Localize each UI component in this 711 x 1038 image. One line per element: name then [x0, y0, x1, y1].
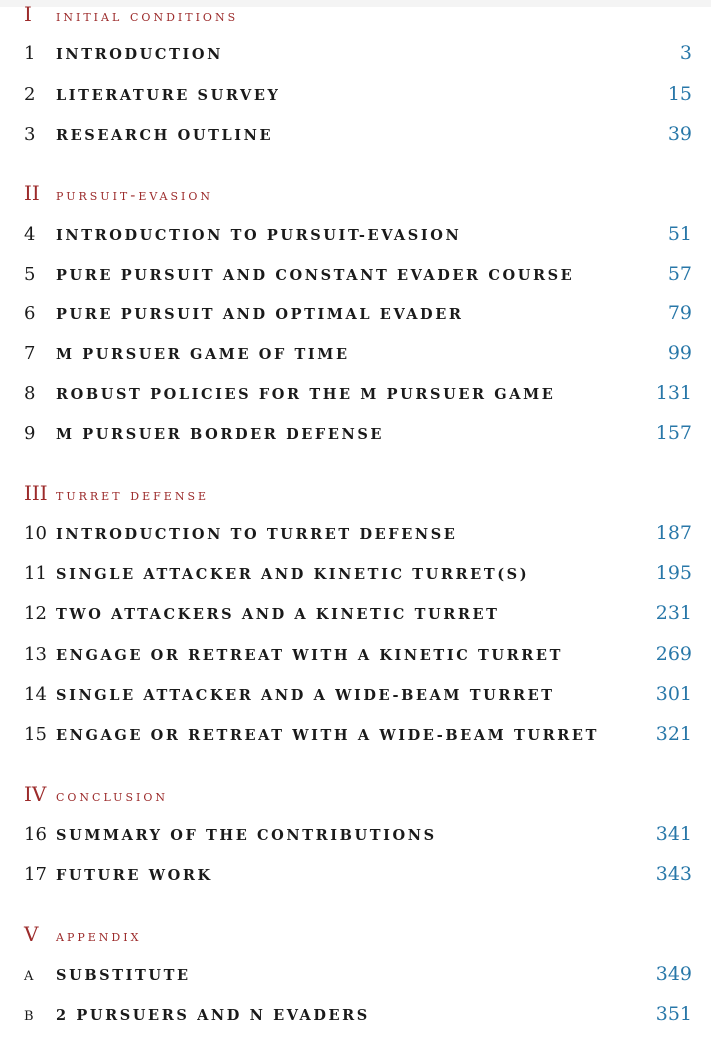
toc-entry[interactable]: [24, 823, 692, 853]
chapter-title: TWO ATTACKERS AND A KINETIC TURRET: [56, 606, 500, 623]
page-number: 3: [679, 42, 692, 64]
chapter-title: SINGLE ATTACKER AND KINETIC TURRET(S): [56, 566, 530, 583]
chapter-title: M PURSUER BORDER DEFENSE: [56, 426, 385, 443]
part-heading: [24, 2, 238, 32]
chapter-number: 6: [24, 303, 36, 324]
chapter-title: PURE PURSUIT AND OPTIMAL EVADER: [56, 306, 464, 323]
page-number: 195: [655, 562, 692, 584]
toc-entry[interactable]: [24, 963, 692, 993]
chapter-title: 2 PURSUERS AND N EVADERS: [56, 1007, 370, 1024]
toc-entry[interactable]: [24, 562, 692, 592]
toc-entry[interactable]: [24, 1003, 692, 1033]
part-heading: [24, 481, 209, 511]
page-number: 341: [655, 823, 692, 845]
chapter-title: INTRODUCTION TO TURRET DEFENSE: [56, 526, 458, 543]
page-number: 79: [667, 302, 692, 324]
page-number: 99: [667, 342, 692, 364]
chapter-title: ROBUST POLICIES FOR THE M PURSUER GAME: [56, 386, 556, 403]
chapter-number: 7: [24, 343, 36, 364]
chapter-number: 15: [24, 724, 47, 745]
chapter-number: 5: [24, 264, 36, 285]
toc-entry[interactable]: [24, 263, 692, 293]
chapter-title: INTRODUCTION: [56, 46, 223, 63]
part-title: appendix: [56, 927, 142, 945]
toc-entry[interactable]: [24, 83, 692, 113]
page-number: 231: [655, 602, 692, 624]
page-number: 351: [655, 1003, 692, 1025]
page-number: 301: [655, 683, 692, 705]
toc-entry[interactable]: [24, 302, 692, 332]
chapter-number: 11: [24, 563, 47, 584]
page-number: 269: [655, 643, 692, 665]
chapter-number: 17: [24, 864, 47, 885]
toc-entry[interactable]: [24, 123, 692, 153]
chapter-number: 2: [24, 84, 36, 105]
chapter-title: ENGAGE OR RETREAT WITH A WIDE-BEAM TURRET: [56, 727, 599, 744]
part-numeral: III: [24, 481, 48, 505]
toc-entry[interactable]: [24, 42, 692, 72]
chapter-number: A: [24, 969, 34, 984]
chapter-number: 13: [24, 644, 47, 665]
toc-entry[interactable]: [24, 522, 692, 552]
chapter-title: PURE PURSUIT AND CONSTANT EVADER COURSE: [56, 267, 575, 284]
page-number: 343: [655, 863, 692, 885]
chapter-number: 14: [24, 684, 47, 705]
chapter-title: LITERATURE SURVEY: [56, 87, 281, 104]
page-number: 321: [655, 723, 692, 745]
chapter-title: SUMMARY OF THE CONTRIBUTIONS: [56, 827, 437, 844]
toc-entry[interactable]: [24, 422, 692, 452]
part-numeral: II: [24, 181, 40, 205]
toc-entry[interactable]: [24, 643, 692, 673]
toc-entry[interactable]: [24, 683, 692, 713]
chapter-number: 3: [24, 124, 36, 145]
page-number: 39: [667, 123, 692, 145]
chapter-number: 4: [24, 224, 36, 245]
page-number: 57: [667, 263, 692, 285]
part-numeral: V: [24, 922, 39, 946]
chapter-number: 10: [24, 523, 47, 544]
toc-entry[interactable]: [24, 863, 692, 893]
part-numeral: IV: [24, 782, 47, 806]
part-title: initial conditions: [56, 7, 239, 25]
page-number: 51: [667, 223, 692, 245]
chapter-title: SUBSTITUTE: [56, 967, 191, 984]
page-number: 157: [655, 422, 692, 444]
part-heading: [24, 181, 213, 211]
chapter-number: 12: [24, 603, 47, 624]
chapter-number: 8: [24, 383, 36, 404]
part-title: turret defense: [56, 486, 210, 504]
part-heading: [24, 782, 168, 812]
chapter-title: INTRODUCTION TO PURSUIT-EVASION: [56, 227, 462, 244]
chapter-number: 9: [24, 423, 36, 444]
chapter-number: 16: [24, 824, 47, 845]
chapter-title: SINGLE ATTACKER AND A WIDE-BEAM TURRET: [56, 687, 555, 704]
part-heading: [24, 922, 141, 952]
chapter-number: B: [24, 1009, 34, 1024]
chapter-title: FUTURE WORK: [56, 867, 213, 884]
toc-entry[interactable]: [24, 223, 692, 253]
page-number: 349: [655, 963, 692, 985]
chapter-title: ENGAGE OR RETREAT WITH A KINETIC TURRET: [56, 647, 563, 664]
page-number: 131: [655, 382, 692, 404]
chapter-number: 1: [24, 43, 36, 64]
part-numeral: I: [24, 2, 32, 26]
part-title: conclusion: [56, 787, 168, 805]
page-number: 187: [655, 522, 692, 544]
toc-entry[interactable]: [24, 382, 692, 412]
toc-entry[interactable]: [24, 342, 692, 372]
page-number: 15: [667, 83, 692, 105]
part-title: pursuit-evasion: [56, 186, 214, 204]
toc-entry[interactable]: [24, 723, 692, 753]
chapter-title: M PURSUER GAME OF TIME: [56, 346, 350, 363]
toc-entry[interactable]: [24, 602, 692, 632]
chapter-title: RESEARCH OUTLINE: [56, 127, 274, 144]
